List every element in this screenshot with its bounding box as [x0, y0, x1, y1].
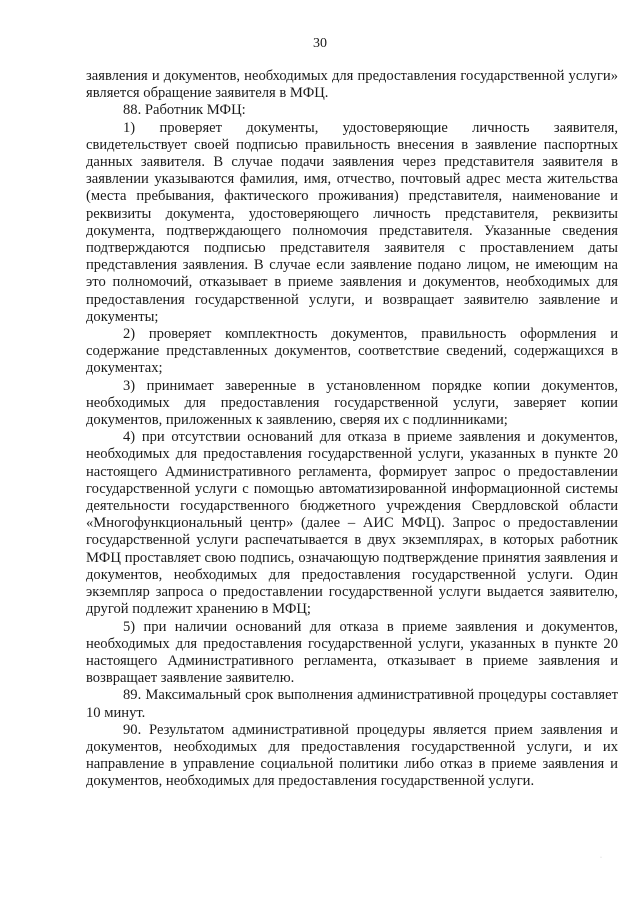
paragraph-88: 88. Работник МФЦ:: [123, 102, 246, 119]
paragraph-89: 89. Максимальный срок выполнения административной процедуры составляет 10 минут.: [86, 687, 618, 721]
paragraph-continuation: заявления и документов, необходимых для предоставления государственной услуги» является обращение заявителя в МФЦ.: [86, 68, 618, 102]
paragraph-88-item-1: 1) проверяет документы, удостоверяющие личность заявителя, свидетельствует своей подписью правильность внесения в заявление паспортных данных заявителя. В случае подачи заявления через представителя заявителя в заявлении указываются фамилия, имя, отчество, почтовый адрес места жительства (места пребывания, фактического проживания) представителя, наименование и реквизиты документа, удостоверяющего личность представителя, реквизиты документа, подтверждающего полномочия представителя. Указанные сведения подтверждаются подписью представителя заявителя с проставлением даты представления заявления. В случае если заявление подано лицом, не имеющим на это полномочий, отказывает в приеме заявления и документов, необходимых для предоставления государственной услуги, и возвращает заявителю заявление и документы;: [86, 119, 618, 325]
page-number: 30: [313, 36, 327, 51]
paragraph-88-item-2: 2) проверяет комплектность документов, правильность оформления и содержание представленных документов, соответствие сведений, содержащихся в документах;: [86, 326, 618, 377]
paragraph-88-item-4: 4) при отсутствии оснований для отказа в приеме заявления и документов, необходимых для предоставления государственной услуги, указанных в пункте 20 настоящего Административного регламента, формирует запрос о предоставлении государственной услуги с помощью автоматизированной информационной системы деятельности государственного бюджетного учреждения Свердловской области «Многофункциональный центр» (далее – АИС МФЦ). Запрос о предоставлении государственной услуги распечатывается в двух экземплярах, в которых работник МФЦ проставляет свою подпись, означающую подтверждение принятия заявления и документов, необходимых для предоставления государственной услуги. Один экземпляр запроса о предоставлении государственной услуги выдается заявителю, другой подлежит хранению в МФЦ;: [86, 429, 618, 618]
paragraph-90: 90. Результатом административной процедуры является прием заявления и документов, необходимых для предоставления государственной услуги, и их направление в управление социальной политики либо отказ в приеме заявления и документов, необходимых для предоставления государственной услуги.: [86, 721, 618, 790]
scan-dot-mark: ·: [600, 855, 602, 861]
paragraph-88-item-3: 3) принимает заверенные в установленном порядке копии документов, необходимых для предоставления государственной услуги, заверяет копии документов, приложенных к заявлению, сверяя их с подлинниками;: [86, 377, 618, 429]
document-body: [86, 68, 618, 791]
paragraph-88-item-5: 5) при наличии оснований для отказа в приеме заявления и документов, необходимых для предоставления государственной услуги, указанных в пункте 20 настоящего Административного регламента, отказывает в приеме заявления и возвращает заявление заявителю.: [86, 618, 618, 687]
